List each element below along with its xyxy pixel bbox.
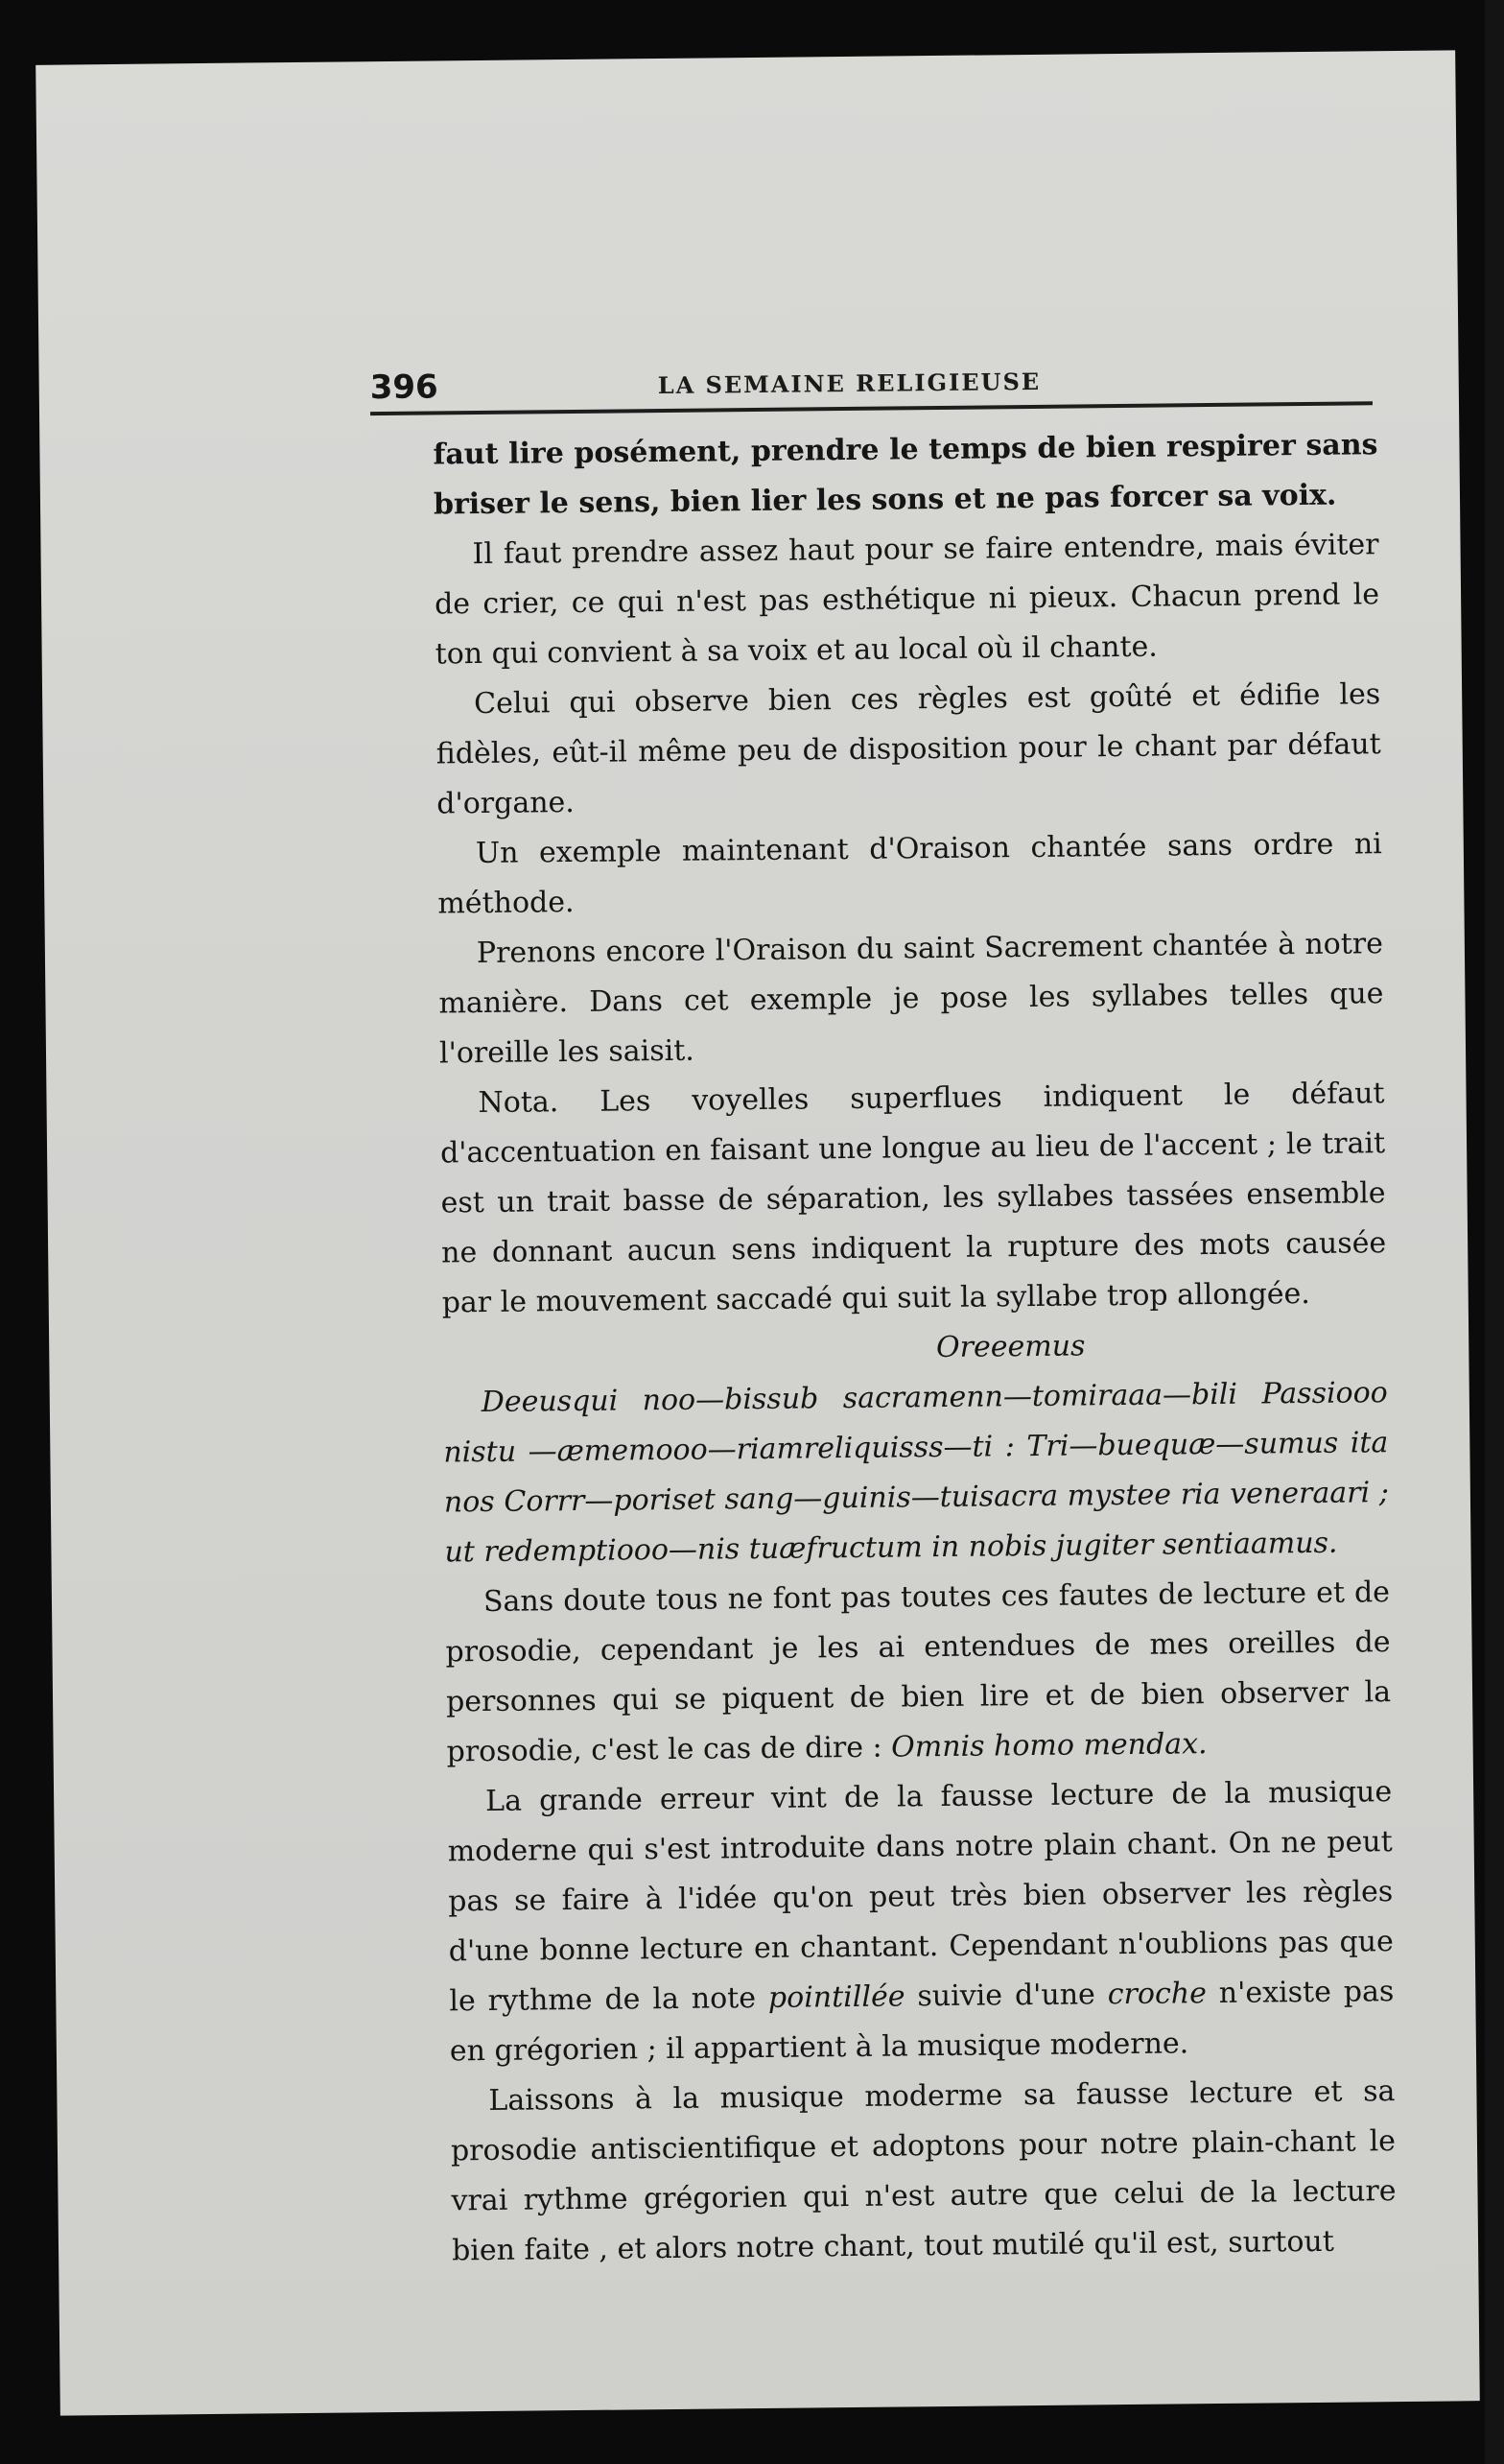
paragraph: Il faut prendre assez haut pour se faire entendre, mais éviter de crier, ce qui n'est pas esthétique ni pieux. Chacun prend le ton qui convient à sa voix et au local où il chante. — [434, 528, 1380, 672]
section-heading: Oreeemus — [935, 1329, 1086, 1365]
paragraph: Laissons à la musique moderme sa fausse lecture et sa prosodie antiscientifique et adoptons pour notre plain-chant le vrai rythme grégorien qui n'est autre que celui de la lecture bien faite , et alors notre chant, tout mutilé qu'il est, surtout — [450, 2074, 1397, 2268]
running-title: LA SEMAINE RELIGIEUSE — [657, 367, 1042, 400]
paragraph — [447, 1767, 1395, 2076]
paragraph: Prenons encore l'Oraison du saint Sacrement chantée à notre manière. Dans cet exemple je pose les syllabes telles que l'oreille les saisit. — [438, 927, 1384, 1071]
scanned-page — [35, 50, 1480, 2415]
body-text — [433, 420, 1397, 2276]
scan-edge — [1485, 0, 1504, 2464]
paragraph-text: La grande erreur vint de la fausse lecture de la musique moderne qui s'est introduite dans notre plain chant. On ne peut pas se faire à l'idée qu'on peut très bien observer les règles d'une bonne lecture en chantant. Cependant n'oublions pas que le rythme de la note — [447, 1775, 1394, 2019]
paragraph: Celui qui observe bien ces règles est goûté et édifie les fidèles, eût-il même peu de disposition pour le chant par défaut d'organe. — [435, 677, 1381, 821]
latin-quote: Omnis homo mendax. — [891, 1727, 1208, 1765]
paragraph: faut lire posément, prendre le temps de bien respirer sans briser le sens, bien lier les sons et ne pas forcer sa voix. — [433, 428, 1378, 522]
example-paragraph: Deeusqui noo—bissub sacramenn—tomiraaa—bili Passiooo nistu —æmemooo—riamreliquisss—ti : Tri—buequæ—sumus ita nos Corrr—poriset sang—guinis—tuisacra mystee ria veneraari ; ut redemptiooo—nis tuæfructum in nobis jugiter sentiaamus. — [443, 1376, 1390, 1570]
paragraph: Un exemple maintenant d'Oraison chantée sans ordre ni méthode. — [437, 827, 1382, 921]
paragraph-text: suivie d'une — [905, 1978, 1108, 2014]
paragraph-text: n'existe pas en grégorien ; il appartient à la musique moderne. — [449, 1975, 1395, 2069]
paragraph: Nota. Les voyelles superflues indiquent le défaut d'accentuation en faisant une longue au lieu de l'accent ; le trait est un trait basse de séparation, les syllabes tassées ensemble ne donnant aucun sens indiquent la rupture des mots causée par le mouvement saccadé qui suit la syllabe trop allongée. — [439, 1077, 1387, 1320]
page-header — [370, 358, 1368, 409]
paragraph-text: Sans doute tous ne font pas toutes ces fautes de lecture et de prosodie, cependant je les ai entendues de mes oreilles de personnes qui se piquent de bien lire et de bien observer la prosodie, c'est le cas de dire : — [445, 1576, 1392, 1769]
emphasis: croche — [1107, 1977, 1208, 2012]
paragraph — [445, 1568, 1392, 1777]
emphasis: pointillée — [767, 1979, 905, 2015]
page-number: 396 — [369, 367, 438, 408]
